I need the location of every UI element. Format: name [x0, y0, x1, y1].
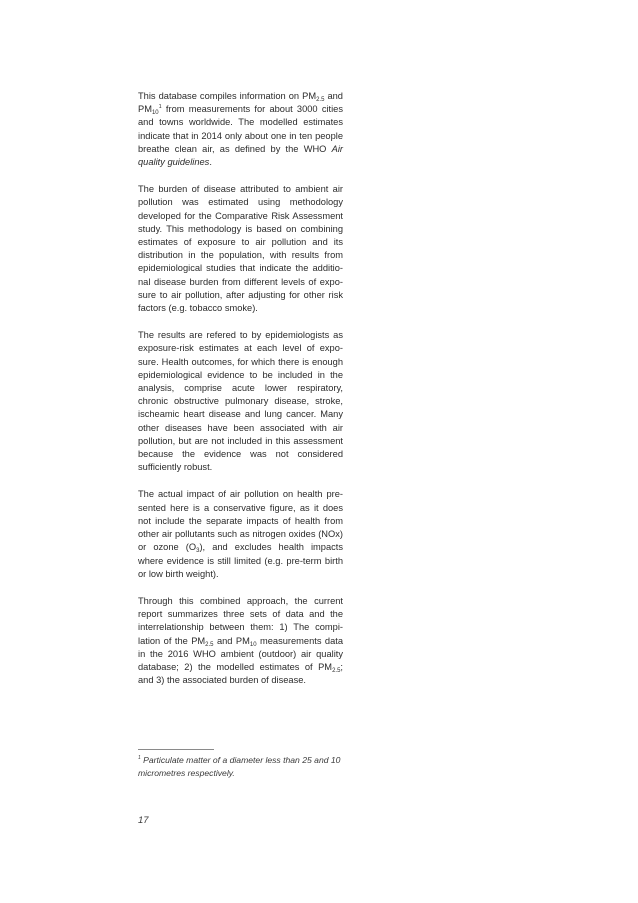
body-text-column	[138, 90, 343, 701]
paragraph-burden-of-disease: The burden of disease attributed to ambient air pollution was estimated using methodology developed for the Comparative Risk Assessment study. This methodology is based on combining estimates of exposure to air pollution and its distribution in the population, with results from epidemiological studies that indicate the additional disease burden from different levels of exposure to air pollution, after adjusting for other risk factors (e.g. tobacco smoke).	[138, 184, 343, 314]
subscript-o3: 3	[196, 548, 200, 555]
subscript-pm25: 2.5	[316, 97, 325, 103]
paragraph-database-intro: This database compiles information on $PM_{2.5}$ and $PM_{10}^1$ from measurements for about 3000 cities and towns worldwide. The modelled estimates indicate that in 2014 only about one in ten people breathe clean air, as defined by the WHO Air quality guidelines.	[138, 91, 343, 168]
subscript-pm25: 2.5	[332, 667, 341, 674]
footnote-marker: 1	[138, 755, 141, 761]
paragraph-exposure-risk: The results are refered to by epidemiologists as exposure-risk estimates at each level of exposure. Health outcomes, for which there is enough epidemiological evidence to be included in the analysis, comprise acute lower respiratory, chronic obstructive pulmonary disease, stroke, ischeamic heart disease and lung cancer. Many other diseases have been associated with air pollution, but are not included in this assessment because the evidence was not considered sufficiently robust.	[138, 330, 343, 473]
footnote-divider	[138, 749, 214, 750]
paragraph-conservative-impact: The actual impact of air pollution on health presented here is a conservative figure, as it does not include the separate impacts of health from other air pollutants such as nitrogen oxides (NOx) or ozone $(O_3)$, and excludes health impacts where evidence is still limited (e.g. pre-term birth or low birth weight).	[138, 489, 344, 579]
subscript-pm25: 2.5	[205, 641, 214, 648]
subscript-pm10: 10	[151, 110, 159, 117]
page-number: 17	[138, 815, 149, 826]
guidelines-title: Air quality guidelines	[138, 143, 343, 168]
subscript-pm10: 10	[249, 641, 257, 648]
paragraph-combined-approach: Through this combined approach, the current report summarizes three sets of data and the interrelationship between them: 1) The compilation of the $PM_{2.5}$ and $PM_{10}$ measurements data in the 2016 WHO ambient (outdoor) air quality database; 2) the modelled estimates of $PM_{2.5}$; and 3) the associated burden of disease.	[138, 595, 344, 686]
footnote	[138, 754, 348, 779]
footnote-text: Particulate matter of a diameter less than 25 and 10 micrometres respectively.	[138, 755, 341, 778]
footnote-reference: 1	[158, 104, 162, 111]
